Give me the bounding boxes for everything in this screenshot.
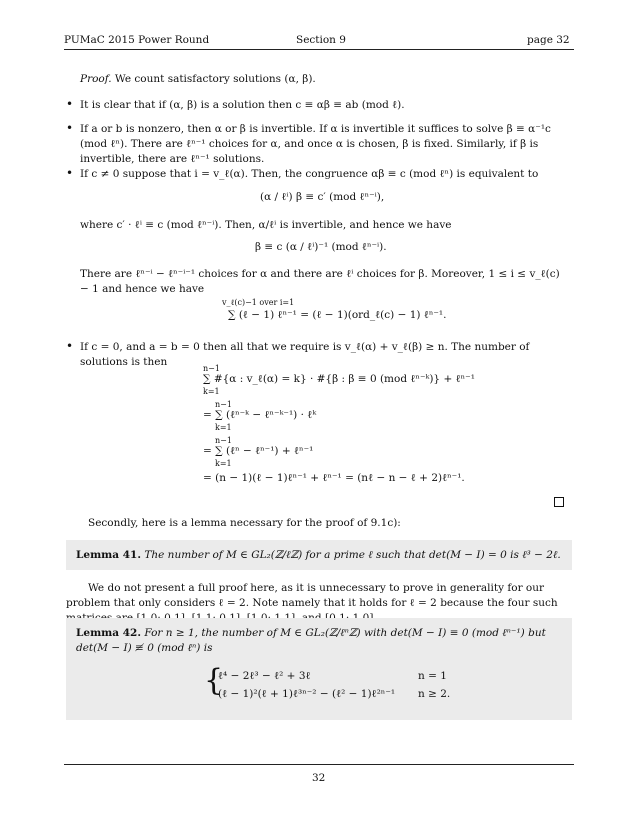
bullet-dot: • <box>66 339 74 353</box>
bullet-1: It is clear that if (α, β) is a solution then c ≡ αβ ≡ ab (mod ℓ). <box>80 99 405 111</box>
equation-4-line4: = (n − 1)(ℓ − 1)ℓⁿ⁻¹ + ℓⁿ⁻¹ = (nℓ − n − ℓ + 2)ℓⁿ⁻¹. <box>203 472 465 484</box>
secondly-text: Secondly, here is a lemma necessary for the proof of 9.1c): <box>88 517 401 529</box>
sum-bottom: k=1 <box>215 423 232 432</box>
bullet-3: If c ≠ 0 suppose that i = v_ℓ(α). Then, the congruence αβ ≡ c (mod ℓⁿ) is equivalent to <box>80 168 539 180</box>
sum-top: n−1 <box>203 364 220 373</box>
lemma-42-case-1: ℓ⁴ − 2ℓ³ − ℓ² + 3ℓ <box>218 670 311 682</box>
lemma-41-text: The number of M ∈ GL₂(ℤ/ℓℤ) for a prime ℓ such that det(M − I) = 0 is ℓ³ − 2ℓ. <box>144 549 561 561</box>
footer-page-number: 32 <box>312 772 326 784</box>
header-left: PUMaC 2015 Power Round <box>64 34 210 46</box>
bullet-4: If c = 0, and a = b = 0 then all that we require is v_ℓ(α) + v_ℓ(β) ≥ n. The number of solutions is then <box>80 341 530 368</box>
equation-3: ∑ (ℓ − 1) ℓⁿ⁻¹ = (ℓ − 1)(ord_ℓ(c) − 1) ℓⁿ⁻¹. <box>228 309 447 321</box>
equation-4-line3: = ∑ (ℓⁿ − ℓⁿ⁻¹) + ℓⁿ⁻¹ <box>203 445 314 457</box>
proof-intro <box>80 72 566 87</box>
equation-4-line1: ∑ #{α : v_ℓ(α) = k} · #{β : β ≡ 0 (mod ℓⁿ⁻ᵏ)} + ℓⁿ⁻¹ <box>203 373 475 385</box>
qed-box-icon <box>554 497 564 507</box>
footer-rule <box>64 764 574 765</box>
sum-limits: v_ℓ(c)−1 over i=1 <box>222 298 295 307</box>
proof-intro-text: We count satisfactory solutions (α, β). <box>114 73 316 85</box>
bullet-dot: • <box>66 121 74 135</box>
brace-icon: { <box>204 663 224 698</box>
lemma-42-cond-2: n ≥ 2. <box>418 688 451 700</box>
sum-top: n−1 <box>215 400 232 409</box>
sum-bottom: k=1 <box>215 459 232 468</box>
lemma-42-label: Lemma 42. <box>76 627 142 639</box>
there-are-text: There are ℓⁿ⁻ⁱ − ℓⁿ⁻ⁱ⁻¹ choices for α and there are ℓⁱ choices for β. Moreover, 1 ≤ i ≤ v_ℓ(c) − 1 and hence we have <box>80 268 560 295</box>
lemma-42-box <box>66 618 572 720</box>
lemma-42-case-2: (ℓ − 1)²(ℓ + 1)ℓ³ⁿ⁻² − (ℓ² − 1)ℓ²ⁿ⁻¹ <box>218 688 396 700</box>
lemma-41-box <box>66 540 572 570</box>
sum-bottom: k=1 <box>203 387 220 396</box>
lemma-41-label: Lemma 41. <box>76 549 142 561</box>
equation-1: (α / ℓⁱ) β ≡ c′ (mod ℓⁿ⁻ⁱ), <box>260 191 385 203</box>
header-right: page 32 <box>527 34 570 46</box>
remark-text: We do not present a full proof here, as it is unnecessary to prove in generality for our problem that only considers ℓ = 2. Note namely that it holds for ℓ = 2 because the four such <box>66 582 558 609</box>
where-text: where c′ · ℓⁱ ≡ c (mod ℓⁿ⁻ⁱ). Then, α/ℓⁱ is invertible, and hence we have <box>80 219 452 231</box>
bullet-dot: • <box>66 97 74 111</box>
lemma-42-cond-1: n = 1 <box>418 670 447 682</box>
header-rule <box>64 49 574 50</box>
equation-2: β ≡ c (α / ℓⁱ)⁻¹ (mod ℓⁿ⁻ⁱ). <box>255 241 387 253</box>
proof-label: Proof. <box>80 73 112 85</box>
bullet-dot: • <box>66 166 74 180</box>
equation-4-line2: = ∑ (ℓⁿ⁻ᵏ − ℓⁿ⁻ᵏ⁻¹) · ℓᵏ <box>203 409 317 421</box>
sum-top: n−1 <box>215 436 232 445</box>
header-center: Section 9 <box>296 34 346 46</box>
lemma-42-text: For n ≥ 1, the number of M ∈ GL₂(ℤ/ℓⁿℤ) with det(M − I) ≡ 0 (mod ℓⁿ⁻¹) but det(M − I) ≢ 0 (mod ℓⁿ) is <box>76 627 546 654</box>
bullet-2: If a or b is nonzero, then α or β is invertible. If α is invertible it suffices to solve β ≡ α⁻¹c (mod ℓⁿ). There are ℓⁿ⁻¹ choices for α, and once α is chosen, β is fixed. Similarly, if β is invertible, there are ℓⁿ⁻¹ solutions. <box>80 123 551 165</box>
